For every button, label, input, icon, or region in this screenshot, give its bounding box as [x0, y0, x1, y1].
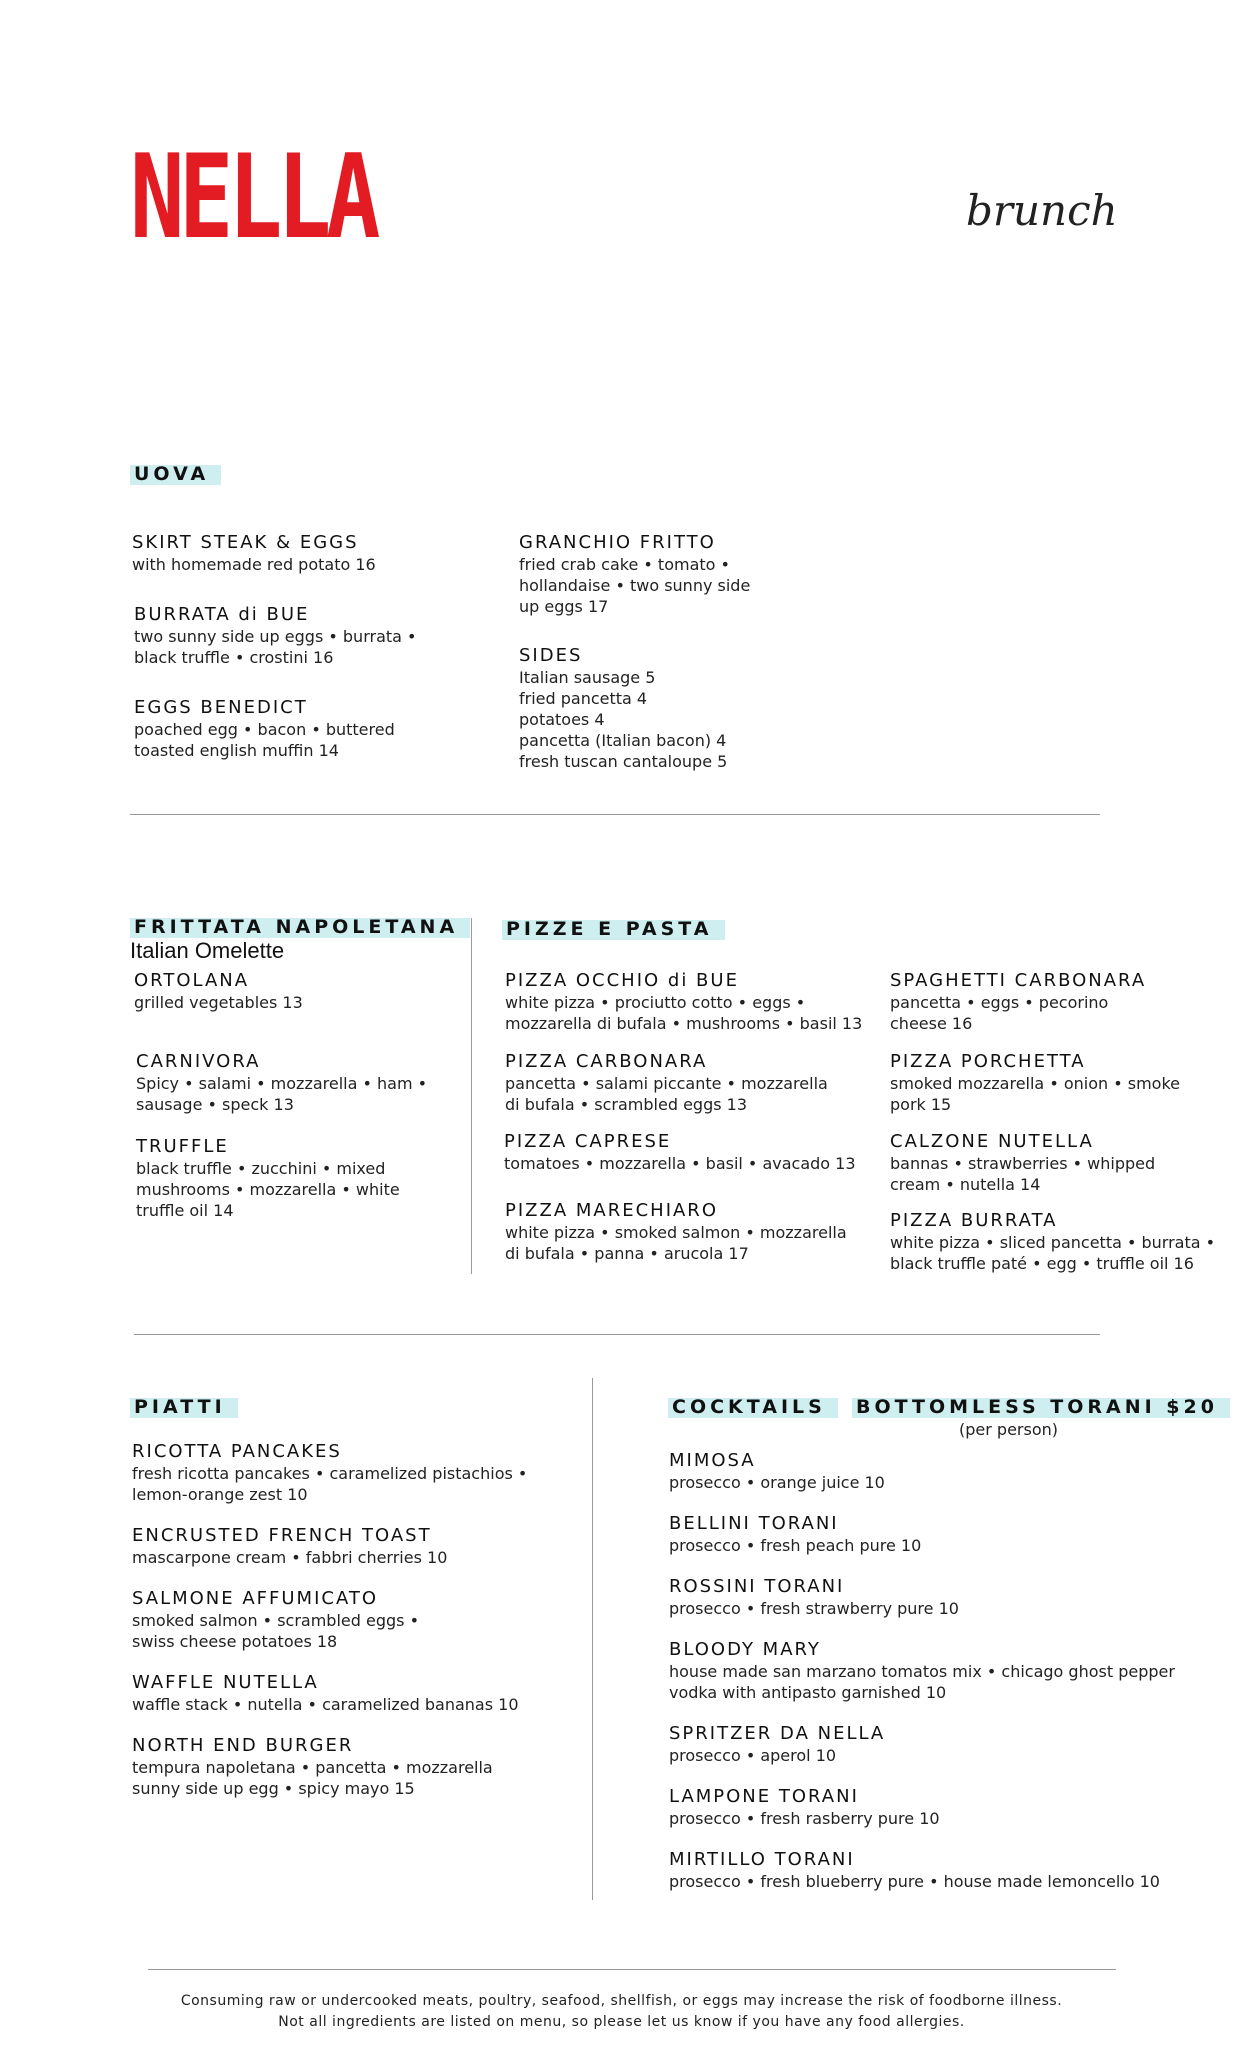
desc-line: di bufala • scrambled eggs 13 — [505, 1095, 748, 1114]
menu-item — [669, 1450, 1209, 1493]
item-desc — [669, 1472, 1209, 1493]
item-name: PIZZA OCCHIO di BUE — [505, 970, 739, 991]
desc-line: lemon-orange zest 10 — [132, 1485, 308, 1504]
item-desc — [134, 719, 494, 761]
item-name: SKIRT STEAK & EGGS — [132, 532, 359, 553]
desc-line: pork 15 — [890, 1095, 952, 1114]
item-name: BURRATA di BUE — [134, 604, 310, 625]
desc-line: sausage • speck 13 — [136, 1095, 294, 1114]
desc-line: prosecco • fresh rasberry pure 10 — [669, 1809, 940, 1828]
menu-item — [132, 1441, 552, 1505]
item-desc — [669, 1871, 1209, 1892]
menu-item — [132, 532, 492, 575]
desc-line: vodka with antipasto garnished 10 — [669, 1683, 947, 1702]
desc-line: fresh tuscan cantaloupe 5 — [519, 752, 728, 771]
section-divider — [130, 814, 1100, 815]
desc-line: waffle stack • nutella • caramelized bananas 10 — [132, 1695, 519, 1714]
desc-line: mozzarella di bufala • mushrooms • basil 13 — [505, 1014, 863, 1033]
section-title-pizze: PIZZE E PASTA — [502, 918, 725, 940]
desc-line: prosecco • orange juice 10 — [669, 1473, 885, 1492]
menu-item — [669, 1639, 1209, 1703]
desc-line: tempura napoletana • pancetta • mozzarella — [132, 1758, 493, 1777]
desc-line: pancetta • salami piccante • mozzarella — [505, 1074, 828, 1093]
desc-line: smoked salmon • scrambled eggs • — [132, 1611, 420, 1630]
allergy-note: Not all ingredients are listed on menu, so please let us know if you have any food allergies. — [278, 2014, 965, 2030]
menu-item — [136, 1051, 496, 1115]
per-person-note: (per person) — [959, 1420, 1058, 1439]
menu-item — [132, 1525, 552, 1568]
menu-item — [134, 604, 494, 668]
item-desc — [505, 992, 885, 1034]
menu-title: brunch — [966, 186, 1118, 235]
desc-line: up eggs 17 — [519, 597, 609, 616]
item-name: RICOTTA PANCAKES — [132, 1441, 342, 1462]
desc-line: fried crab cake • tomato • — [519, 555, 730, 574]
item-desc — [890, 1153, 1230, 1195]
menu-item — [890, 1210, 1230, 1274]
footer-divider — [148, 1969, 1116, 1970]
desc-line: hollandaise • two sunny side — [519, 576, 751, 595]
item-name: SPAGHETTI CARBONARA — [890, 970, 1147, 991]
column-divider — [471, 918, 472, 1274]
menu-item — [504, 1131, 884, 1174]
item-desc — [504, 1153, 884, 1174]
item-desc — [132, 1694, 552, 1715]
menu-item — [669, 1849, 1209, 1892]
column-divider — [592, 1378, 593, 1900]
desc-line: smoked mozzarella • onion • smoke — [890, 1074, 1181, 1093]
section-title-frittata: FRITTATA NAPOLETANA — [130, 916, 470, 938]
menu-item — [669, 1513, 1209, 1556]
menu-item — [890, 1131, 1230, 1195]
item-desc — [505, 1222, 885, 1264]
bottomless-torani-title: BOTTOMLESS TORANI $20 — [852, 1396, 1230, 1418]
desc-line: mascarpone cream • fabbri cherries 10 — [132, 1548, 448, 1567]
item-desc — [132, 1610, 552, 1652]
desc-line: cream • nutella 14 — [890, 1175, 1041, 1194]
item-name: BELLINI TORANI — [669, 1513, 839, 1534]
item-desc — [890, 1073, 1230, 1115]
item-desc — [134, 626, 494, 668]
menu-item — [890, 1051, 1230, 1115]
section-title-piatti: PIATTI — [130, 1396, 238, 1418]
menu-item — [669, 1576, 1209, 1619]
item-desc — [505, 1073, 885, 1115]
desc-line: with homemade red potato 16 — [132, 555, 376, 574]
item-name: TRUFFLE — [136, 1136, 229, 1157]
menu-item — [669, 1723, 1209, 1766]
nella-logo: NELLA — [130, 130, 376, 265]
section-divider — [134, 1334, 1100, 1335]
item-desc — [890, 992, 1230, 1034]
menu-item — [519, 532, 879, 617]
food-safety-note: Consuming raw or undercooked meats, poultry, seafood, shellfish, or eggs may increase the risk of foodborne illness. — [180, 1993, 1063, 2009]
item-desc — [136, 1073, 496, 1115]
item-name: ENCRUSTED FRENCH TOAST — [132, 1525, 432, 1546]
desc-line: two sunny side up eggs • burrata • — [134, 627, 417, 646]
menu-item — [505, 970, 885, 1034]
desc-line: cheese 16 — [890, 1014, 973, 1033]
menu-item — [132, 1672, 552, 1715]
desc-line: prosecco • fresh strawberry pure 10 — [669, 1599, 959, 1618]
section-title-uova: UOVA — [130, 463, 221, 485]
item-desc — [134, 992, 494, 1013]
item-name: SPRITZER DA NELLA — [669, 1723, 886, 1744]
desc-line: bannas • strawberries • whipped — [890, 1154, 1156, 1173]
item-name: PIZZA PORCHETTA — [890, 1051, 1086, 1072]
item-name: LAMPONE TORANI — [669, 1786, 859, 1807]
menu-item — [134, 970, 494, 1013]
desc-line: prosecco • fresh peach pure 10 — [669, 1536, 922, 1555]
item-name: MIMOSA — [669, 1450, 756, 1471]
item-desc — [132, 1547, 552, 1568]
desc-line: pancetta • eggs • pecorino — [890, 993, 1109, 1012]
item-desc — [519, 667, 879, 772]
item-desc — [669, 1745, 1209, 1766]
item-name: SIDES — [519, 645, 583, 666]
item-desc — [669, 1598, 1209, 1619]
item-name: PIZZA CAPRESE — [504, 1131, 672, 1152]
item-name: CALZONE NUTELLA — [890, 1131, 1094, 1152]
item-name: CARNIVORA — [136, 1051, 261, 1072]
item-name: ROSSINI TORANI — [669, 1576, 845, 1597]
item-desc — [890, 1232, 1230, 1274]
menu-item — [519, 645, 879, 772]
item-desc — [669, 1535, 1209, 1556]
desc-line: house made san marzano tomatos mix • chicago ghost pepper — [669, 1662, 1175, 1681]
item-name: WAFFLE NUTELLA — [132, 1672, 319, 1693]
desc-line: mushrooms • mozzarella • white — [136, 1180, 400, 1199]
desc-line: white pizza • smoked salmon • mozzarella — [505, 1223, 847, 1242]
desc-line: grilled vegetables 13 — [134, 993, 303, 1012]
desc-line: toasted english muffin 14 — [134, 741, 339, 760]
item-desc — [519, 554, 879, 617]
menu-item — [134, 697, 494, 761]
desc-line: sunny side up egg • spicy mayo 15 — [132, 1779, 415, 1798]
section-subtitle: Italian Omelette — [130, 938, 285, 963]
item-desc — [132, 1757, 552, 1799]
item-desc — [669, 1808, 1209, 1829]
item-name: BLOODY MARY — [669, 1639, 821, 1660]
menu-item — [669, 1786, 1209, 1829]
item-name: GRANCHIO FRITTO — [519, 532, 716, 553]
section-title-cocktails: COCKTAILS — [668, 1396, 838, 1418]
desc-line: black truffle paté • egg • truffle oil 16 — [890, 1254, 1194, 1273]
item-name: NORTH END BURGER — [132, 1735, 354, 1756]
desc-line: prosecco • aperol 10 — [669, 1746, 837, 1765]
desc-line: fresh ricotta pancakes • caramelized pistachios • — [132, 1464, 528, 1483]
item-name: PIZZA CARBONARA — [505, 1051, 708, 1072]
item-desc — [132, 554, 492, 575]
desc-line: potatoes 4 — [519, 710, 605, 729]
item-name: PIZZA BURRATA — [890, 1210, 1058, 1231]
desc-line: tomatoes • mozzarella • basil • avacado 13 — [504, 1154, 856, 1173]
menu-item — [890, 970, 1230, 1034]
item-desc — [132, 1463, 552, 1505]
desc-line: white pizza • prociutto cotto • eggs • — [505, 993, 806, 1012]
desc-line: fried pancetta 4 — [519, 689, 648, 708]
menu-item — [505, 1051, 885, 1115]
item-name: ORTOLANA — [134, 970, 250, 991]
desc-line: Italian sausage 5 — [519, 668, 656, 687]
desc-line: black truffle • zucchini • mixed — [136, 1159, 386, 1178]
menu-item — [136, 1136, 496, 1221]
item-name: EGGS BENEDICT — [134, 697, 308, 718]
menu-item — [132, 1588, 552, 1652]
item-desc — [136, 1158, 496, 1221]
desc-line: pancetta (Italian bacon) 4 — [519, 731, 727, 750]
item-desc — [669, 1661, 1209, 1703]
desc-line: white pizza • sliced pancetta • burrata • — [890, 1233, 1216, 1252]
item-name: MIRTILLO TORANI — [669, 1849, 855, 1870]
desc-line: truffle oil 14 — [136, 1201, 234, 1220]
desc-line: swiss cheese potatoes 18 — [132, 1632, 338, 1651]
menu-item — [505, 1200, 885, 1264]
desc-line: black truffle • crostini 16 — [134, 648, 334, 667]
desc-line: prosecco • fresh blueberry pure • house made lemoncello 10 — [669, 1872, 1160, 1891]
desc-line: di bufala • panna • arucola 17 — [505, 1244, 749, 1263]
item-name: PIZZA MARECHIARO — [505, 1200, 718, 1221]
desc-line: poached egg • bacon • buttered — [134, 720, 395, 739]
desc-line: Spicy • salami • mozzarella • ham • — [136, 1074, 428, 1093]
item-name: SALMONE AFFUMICATO — [132, 1588, 379, 1609]
menu-item — [132, 1735, 552, 1799]
